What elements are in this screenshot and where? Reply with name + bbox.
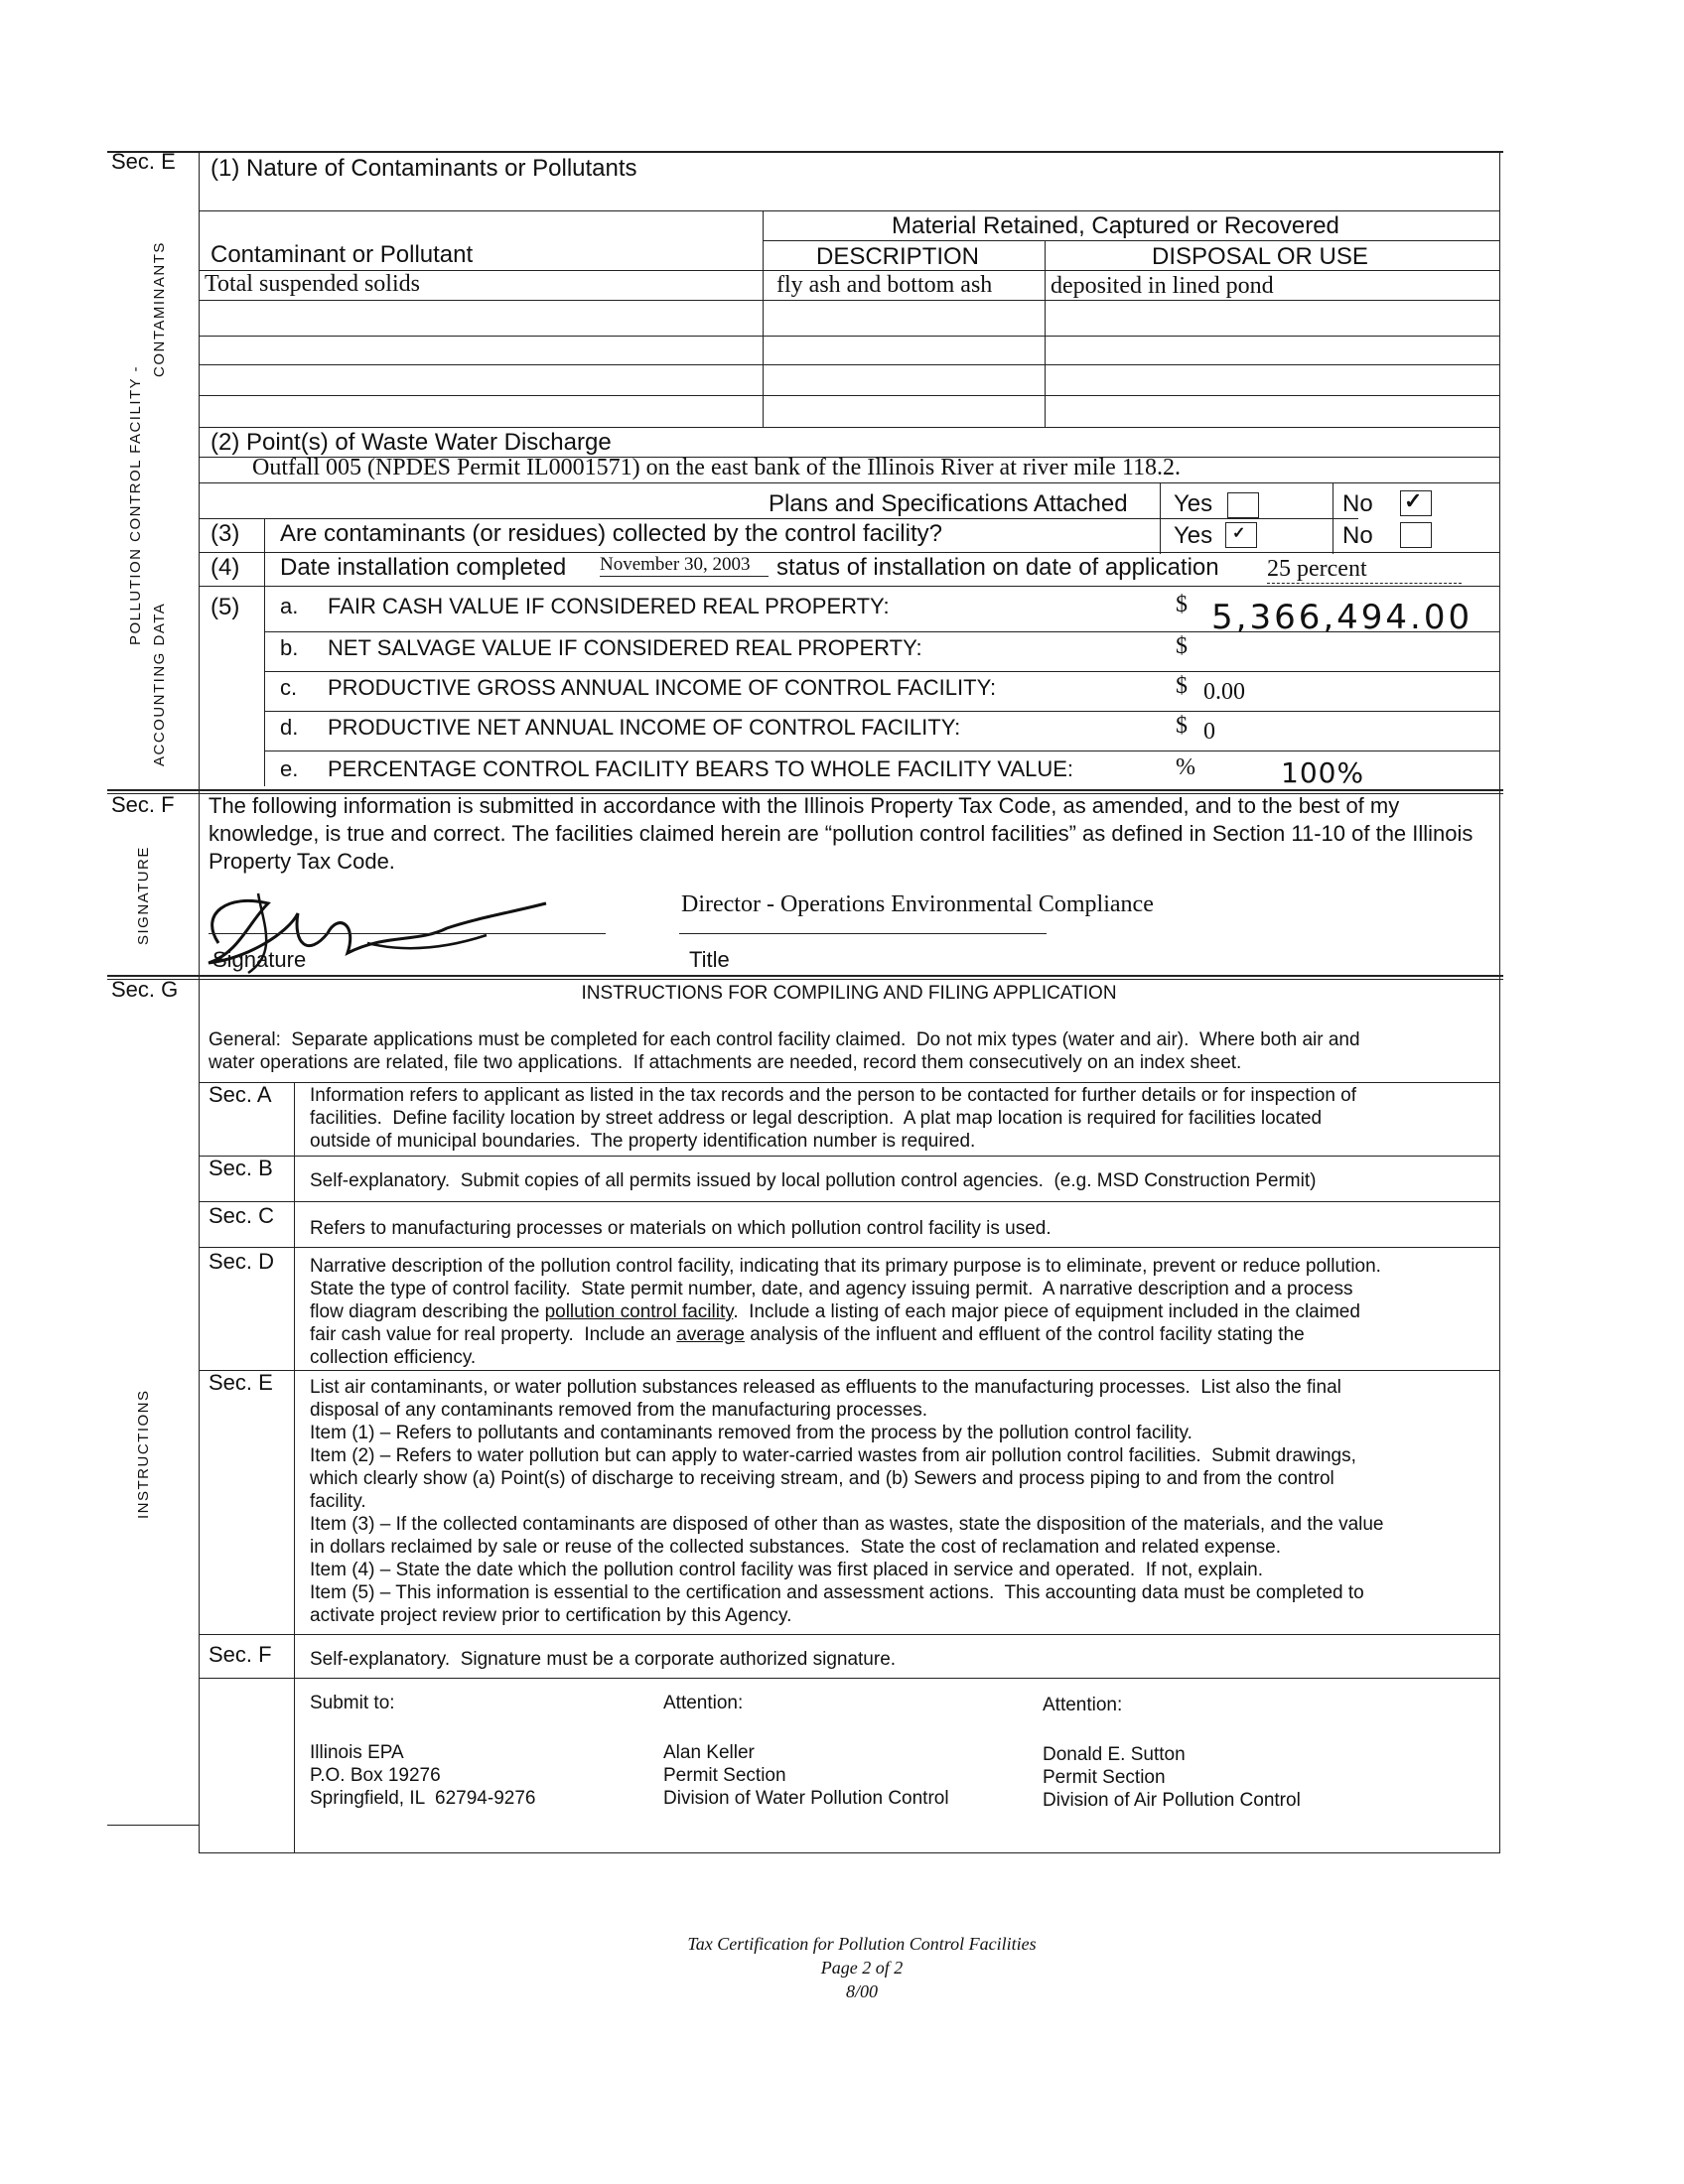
text-run: analysis of the influent and effluent of the control facility stating the [744, 1324, 1305, 1345]
rule [294, 1678, 295, 1852]
signature-line [209, 933, 606, 934]
sec-f-label: Sec. F [111, 792, 175, 817]
section-rule [107, 979, 1503, 980]
rule [199, 1852, 1499, 1853]
rule [199, 1370, 1499, 1371]
general-line-2: water operations are related, file two applications. If attachments are needed, record them consecutively on an index sheet. [209, 1052, 1242, 1073]
rule [1160, 482, 1161, 522]
item5c-letter: c. [280, 675, 298, 700]
instr-sec-e-line-8: in dollars reclaimed by sale or reuse of the collected substances. State the cost of reclamation and related expense. [310, 1537, 1281, 1558]
rule [199, 552, 1499, 553]
item5a-letter: a. [280, 594, 299, 618]
instr-sec-a-line-2: facilities. Define facility location by street address or legal description. A plat map location is required for facilities located [310, 1108, 1323, 1129]
attention1-line-2: Permit Section [663, 1765, 786, 1786]
rule [294, 1082, 295, 1678]
item5b-label: NET SALVAGE VALUE IF CONSIDERED REAL PROPERTY: [328, 635, 922, 660]
item3-yes-label: Yes [1174, 522, 1213, 549]
item5a-label: FAIR CASH VALUE IF CONSIDERED REAL PROPERTY: [328, 594, 890, 618]
instr-sec-a-label: Sec. A [209, 1082, 272, 1107]
instr-sec-e-line-5: which clearly show (a) Point(s) of discharge to receiving stream, and (b) Sewers and process piping to and from the control [310, 1468, 1334, 1489]
instr-sec-c-label: Sec. C [209, 1203, 275, 1228]
item5c-label: PRODUCTIVE GROSS ANNUAL INCOME OF CONTROL FACILITY: [328, 675, 997, 700]
side-label-contaminants: CONTAMINANTS [151, 241, 168, 377]
underlined-term: pollution control facility [544, 1301, 734, 1322]
text-run: . Include a listing of each major piece of equipment included in the claimed [733, 1301, 1360, 1322]
instr-sec-d-line-1: Narrative description of the pollution control facility, indicating that its primary purpose is to eliminate, prevent or reduce pollution. [310, 1256, 1381, 1277]
side-label-pollution: POLLUTION CONTROL FACILITY - [127, 364, 144, 645]
attention1-label: Attention: [663, 1693, 744, 1713]
item5e-symbol: % [1176, 754, 1195, 780]
title-line [679, 933, 1047, 934]
rule [1045, 240, 1046, 427]
sec-g-label: Sec. G [111, 977, 179, 1002]
material-header: Material Retained, Captured or Recovered [892, 212, 1339, 239]
item5d-label: PRODUCTIVE NET ANNUAL INCOME OF CONTROL FACILITY: [328, 715, 961, 740]
check-icon: ✓ [1232, 525, 1246, 542]
instr-sec-e-line-4: Item (2) – Refers to water pollution but can apply to water-carried wastes from air pollution control facilities. Submit drawings, [310, 1445, 1356, 1466]
rule [199, 395, 1499, 396]
footer-line-3: 8/00 [845, 1981, 878, 2001]
submit-line-2: P.O. Box 19276 [310, 1765, 441, 1786]
plans-yes-label: Yes [1174, 490, 1213, 517]
item2-value: Outfall 005 (NPDES Permit IL0001571) on the east bank of the Illinois River at river mile 118.2. [252, 455, 1181, 480]
instr-sec-e-label: Sec. E [209, 1370, 273, 1395]
rule [763, 240, 1499, 241]
item4-label: Date installation completed [280, 554, 567, 581]
rule [199, 1678, 1499, 1679]
submit-label: Submit to: [310, 1693, 395, 1713]
plans-no-label: No [1342, 490, 1373, 517]
rule [199, 364, 1499, 365]
attention2-line-2: Permit Section [1043, 1767, 1166, 1788]
instr-sec-e-line-1: List air contaminants, or water pollution substances released as effluents to the manufacturing processes. List also the final [310, 1377, 1341, 1398]
rule [199, 300, 1499, 301]
sec-e-label: Sec. E [111, 149, 176, 174]
sec-e-title: (1) Nature of Contaminants or Pollutants [210, 155, 637, 182]
side-label-accounting: ACCOUNTING DATA [151, 602, 168, 766]
section-rule [107, 789, 1503, 791]
attention1-line-3: Division of Water Pollution Control [663, 1788, 949, 1809]
title-label: Title [689, 947, 730, 972]
attention2-label: Attention: [1043, 1695, 1123, 1715]
item5d-value: 0 [1203, 719, 1215, 745]
row-description: fly ash and bottom ash [776, 272, 993, 298]
footer-line-2: Page 2 of 2 [820, 1958, 904, 1978]
instr-sec-f-text: Self-explanatory. Signature must be a corporate authorized signature. [310, 1649, 897, 1670]
item5c-symbol: $ [1176, 673, 1188, 699]
item5-num: (5) [210, 594, 240, 620]
rule [199, 336, 1499, 337]
instr-sec-a-line-3: outside of municipal boundaries. The property identification number is required. [310, 1131, 976, 1152]
item4-date: November 30, 2003 [600, 554, 769, 577]
rule [199, 586, 1499, 587]
top-rule [107, 151, 1503, 153]
item5e-letter: e. [280, 756, 299, 781]
item5d-symbol: $ [1176, 713, 1188, 739]
rule [199, 210, 1499, 211]
submit-line-1: Illinois EPA [310, 1742, 404, 1763]
col-disposal: DISPOSAL OR USE [1152, 243, 1368, 270]
rule [1160, 518, 1161, 554]
sec-g-heading: INSTRUCTIONS FOR COMPILING AND FILING APPLICATION [581, 983, 1117, 1004]
rule [199, 1156, 1499, 1157]
attention2-line-1: Donald E. Sutton [1043, 1744, 1186, 1765]
instr-sec-e-line-6: facility. [310, 1491, 366, 1512]
rule [264, 711, 1499, 712]
instr-sec-e-line-10: Item (5) – This information is essential to the certification and assessment actions. This accounting data must be completed to [310, 1582, 1364, 1603]
instr-sec-a-line-1: Information refers to applicant as listed in the tax records and the person to be contacted for further details or for inspection of [310, 1085, 1357, 1106]
instr-sec-b-label: Sec. B [209, 1156, 273, 1180]
row-contaminant: Total suspended solids [205, 271, 420, 297]
section-rule [107, 975, 1503, 977]
item3-no-label: No [1342, 522, 1373, 549]
rule [107, 1825, 199, 1826]
instr-sec-d-label: Sec. D [209, 1249, 275, 1274]
check-icon: ✓ [1404, 488, 1423, 513]
rule [199, 1247, 1499, 1248]
item5e-value: 100% [1281, 756, 1365, 789]
instr-sec-d-line-3 [310, 1300, 1360, 1323]
row-disposal: deposited in lined pond [1051, 273, 1274, 299]
rule [199, 1201, 1499, 1202]
rule [763, 210, 764, 427]
rule [199, 482, 1499, 483]
item5c-value: 0.00 [1203, 679, 1245, 705]
plans-no-checkbox[interactable] [1400, 490, 1432, 516]
signature-label: Signature [212, 947, 307, 972]
item5a-symbol: $ [1176, 592, 1188, 617]
instr-sec-e-line-3: Item (1) – Refers to pollutants and contaminants removed from the process by the pollution control facility. [310, 1423, 1193, 1443]
instr-sec-b-text: Self-explanatory. Submit copies of all permits issued by local pollution control agencies. (e.g. MSD Construction Permit) [310, 1170, 1317, 1191]
instr-sec-e-line-9: Item (4) – State the date which the pollution control facility was first placed in service and operated. If not, explain. [310, 1560, 1264, 1580]
instr-sec-d-line-5: collection efficiency. [310, 1347, 477, 1368]
attention1-line-1: Alan Keller [663, 1742, 755, 1763]
item3-yes-checkbox[interactable] [1225, 522, 1257, 548]
item3-no-checkbox[interactable] [1400, 522, 1432, 548]
item4-num: (4) [210, 554, 240, 581]
instr-sec-e-line-7: Item (3) – If the collected contaminants are disposed of other than as wastes, state the disposition of the materials, and the value [310, 1514, 1384, 1535]
item5a-value: 5,366,494.00 [1211, 598, 1474, 637]
text-run: fair cash value for real property. Include an [310, 1324, 677, 1345]
item5b-letter: b. [280, 635, 299, 660]
plans-label: Plans and Specifications Attached [769, 490, 1128, 517]
rule [264, 631, 1499, 632]
plans-yes-checkbox[interactable] [1227, 492, 1259, 518]
instr-sec-f-label: Sec. F [209, 1642, 272, 1667]
item2-title: (2) Point(s) of Waste Water Discharge [210, 429, 612, 456]
item5d-letter: d. [280, 715, 299, 740]
general-line-1: General: Separate applications must be completed for each control facility claimed. Do not mix types (water and air). Where both air and [209, 1029, 1360, 1050]
text-run: flow diagram describing the [310, 1301, 545, 1322]
attention2-line-3: Division of Air Pollution Control [1043, 1790, 1301, 1811]
title-value: Director - Operations Environmental Compliance [681, 891, 1154, 917]
instr-sec-c-text: Refers to manufacturing processes or materials on which pollution control facility is used. [310, 1218, 1052, 1239]
rule [264, 518, 265, 786]
col-contaminant: Contaminant or Pollutant [210, 241, 474, 268]
footer [0, 1932, 1684, 2003]
rule [199, 1634, 1499, 1635]
side-label-instructions: INSTRUCTIONS [135, 1389, 152, 1519]
item4-status-label: status of installation on date of application [776, 554, 1219, 581]
item3-num: (3) [210, 520, 240, 547]
instr-sec-e-line-2: disposal of any contaminants removed from the manufacturing processes. [310, 1400, 928, 1421]
col-description: DESCRIPTION [816, 243, 980, 270]
rule [199, 427, 1499, 428]
item3-label: Are contaminants (or residues) collected by the control facility? [280, 520, 942, 547]
rule [264, 671, 1499, 672]
item4-status: 25 percent [1267, 556, 1462, 584]
sec-f-text: The following information is submitted in accordance with the Illinois Property Tax Code, as amended, and to the best of my knowledge, is true and correct. The facilities claimed herein are “pollution control facilities” as defined in Section 11-10 of the Illinois Property Tax Code. [209, 793, 1474, 874]
rule [199, 1082, 1499, 1083]
submit-line-3: Springfield, IL 62794-9276 [310, 1788, 536, 1809]
instr-sec-d-line-4 [310, 1323, 1305, 1346]
rule [199, 518, 1358, 519]
item5e-label: PERCENTAGE CONTROL FACILITY BEARS TO WHOLE FACILITY VALUE: [328, 756, 1074, 781]
instr-sec-e-line-11: activate project review prior to certification by this Agency. [310, 1605, 792, 1626]
footer-line-1: Tax Certification for Pollution Control Facilities [687, 1934, 1037, 1954]
right-rule [1499, 151, 1500, 1853]
instr-sec-d-line-2: State the type of control facility. State permit number, date, and agency issuing permit. A narrative description and a process [310, 1279, 1353, 1299]
item5b-symbol: $ [1176, 633, 1188, 659]
underlined-term: average [676, 1324, 745, 1345]
side-label-signature: SIGNATURE [135, 846, 152, 945]
